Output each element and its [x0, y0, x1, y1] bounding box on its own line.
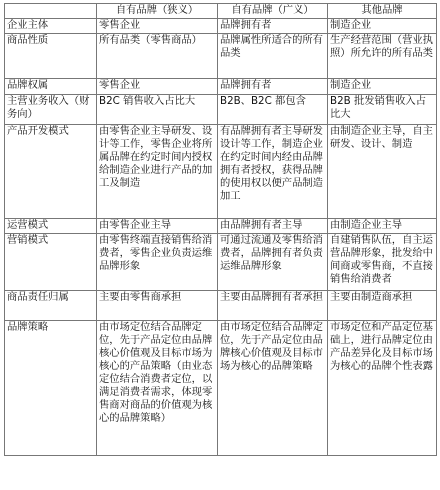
row-label: 主营业务收入（财务向）	[5, 95, 97, 125]
table-row	[5, 291, 437, 321]
row-label: 运营模式	[5, 219, 97, 234]
brand-comparison-table	[4, 3, 437, 456]
row-label: 商品性质	[5, 34, 97, 79]
table-row	[5, 79, 437, 95]
table-cell: 市场定位和产品定位基础上，进行品牌定位由产品差异化及目标市场为核心的品牌个性表露	[328, 321, 437, 456]
table-cell: 品牌拥有者	[218, 19, 328, 34]
row-label: 商品责任归属	[5, 291, 97, 321]
table-cell: 由零售企业主导	[97, 219, 218, 234]
table-row	[5, 95, 437, 125]
table-cell: 主要由制造商承担	[328, 291, 437, 321]
table-cell: B2B 批发销售收入占比大	[328, 95, 437, 125]
table-row	[5, 125, 437, 219]
row-label: 品牌策略	[5, 321, 97, 456]
row-label: 产品开发模式	[5, 125, 97, 219]
table-cell: 品牌属性所适合的所有品类	[218, 34, 328, 79]
table-cell: 由品牌拥有者主导	[218, 219, 328, 234]
table-cell: 主要由零售商承担	[97, 291, 218, 321]
table-row	[5, 219, 437, 234]
column-header-broad-private-brand: 自有品牌（广义）	[218, 4, 328, 19]
row-label: 企业主体	[5, 19, 97, 34]
table-cell: 制造企业	[328, 19, 437, 34]
table-cell: 品牌拥有者	[218, 79, 328, 95]
table-cell: 由零售终端直接销售给消费者，零售企业负责运维品牌形象	[97, 234, 218, 291]
table-cell: 零售企业	[97, 19, 218, 34]
table-cell: B2C 销售收入占比大	[97, 95, 218, 125]
header-corner-cell	[5, 4, 97, 19]
table-cell: 由零售企业主导研发、设计等工作，零售企业将所属品牌在约定时间内授权给制造企业进行产品的加工及制造	[97, 125, 218, 219]
table-cell: 主要由品牌拥有者承担	[218, 291, 328, 321]
table-cell: 零售企业	[97, 79, 218, 95]
table-cell: 有品牌拥有者主导研发设计等工作，制造企业在约定时间内经由品牌拥有者授权，获得品牌的使用权以便产品制造加工	[218, 125, 328, 219]
table-cell: 所有品类（零售商品）	[97, 34, 218, 79]
column-header-other-brand: 其他品牌	[328, 4, 437, 19]
table-cell: 自建销售队伍，自主运营品牌形象，批发给中间商或零售商，不直接销售给消费者	[328, 234, 437, 291]
row-label: 品牌权属	[5, 79, 97, 95]
table-cell: 由制造企业主导，自主研发、设计、制造	[328, 125, 437, 219]
table-row	[5, 321, 437, 456]
table-cell: 由市场定位结合品牌定位，先于产品定位由品牌核心价值观及目标市场为核心的品牌策略	[218, 321, 328, 456]
column-header-narrow-private-brand: 自有品牌（狭义）	[97, 4, 218, 19]
table-cell: 制造企业	[328, 79, 437, 95]
table-cell: B2B、B2C 都包含	[218, 95, 328, 125]
row-label: 营销模式	[5, 234, 97, 291]
table-header-row	[5, 4, 437, 19]
table-cell: 生产经营范围（营业执照）所允许的所有品类	[328, 34, 437, 79]
table-cell: 可通过流通及零售给消费者，品牌拥有者负责运维品牌形象	[218, 234, 328, 291]
table-cell: 由市场定位结合品牌定位，先于产品定位由品牌核心价值观及目标市场为核心的产品策略（由业态定位结合消费者定位，以满足消费者需求，体现零售商对商品的价值观为核心的品牌策略）	[97, 321, 218, 456]
table-container	[4, 3, 437, 456]
table-row	[5, 19, 437, 34]
table-cell: 由制造企业主导	[328, 219, 437, 234]
table-row	[5, 34, 437, 79]
table-row	[5, 234, 437, 291]
